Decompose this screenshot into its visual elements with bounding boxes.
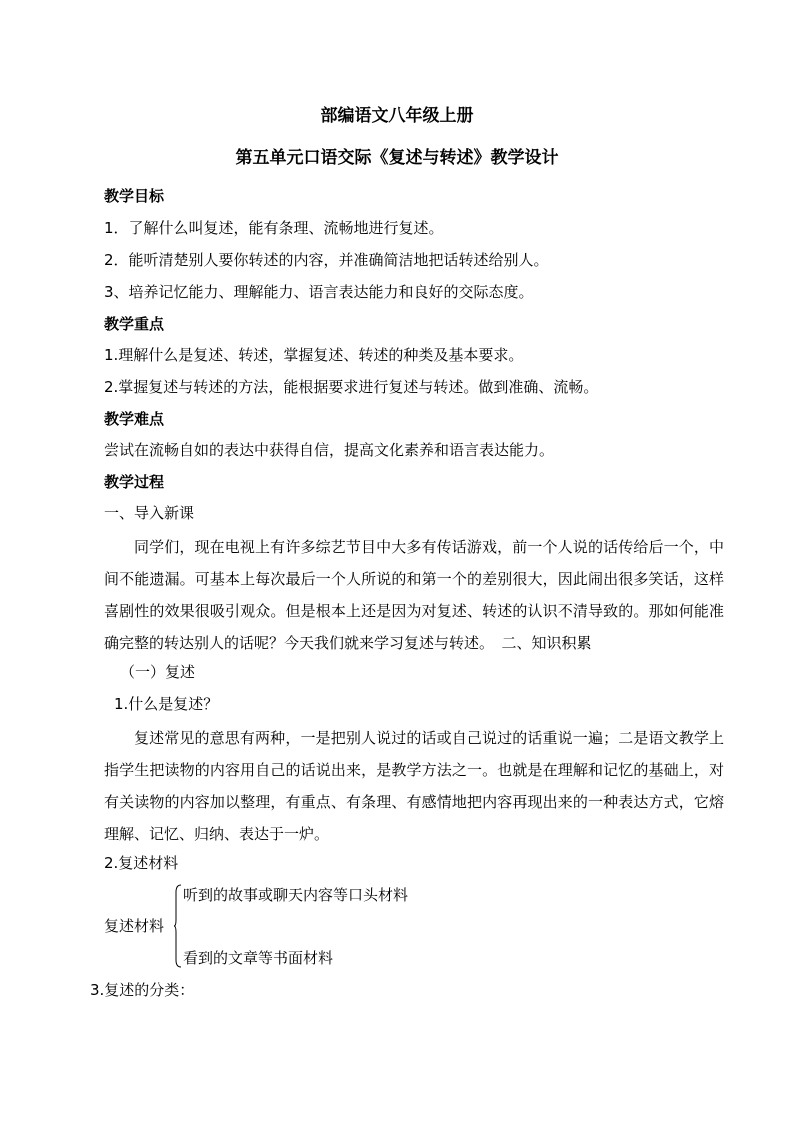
- materials-label: 复述材料: [104, 917, 165, 935]
- materials-heading: 2.复述材料: [104, 854, 179, 872]
- intro-paragraph: 同学们，现在电视上有许多综艺节目中大多有传话游戏，前一个人说的话传给后一个，中间不能遗漏。可基本上每次最后一个人所说的和第一个的差别很大，因此闹出很多笑话，这样喜剧性的效果很吸引观众。但是根本上还是因为对复述、转述的认识不清导致的。那如何能准确完整的转达别人的话呢？今天我们就来学习复述与转述。 二、知识积累: [104, 538, 724, 652]
- goal-item-1: 1．了解什么叫复述，能有条理、流畅地进行复述。: [104, 219, 444, 237]
- keypoint-item-1: 1.理解什么是复述、转述，掌握复述、转述的种类及基本要求。: [104, 346, 524, 364]
- left-brace: [174, 884, 182, 968]
- goals-heading: 教学目标: [104, 187, 165, 205]
- section-retelling: （一）复述: [120, 663, 196, 681]
- step-intro: 一、导入新课: [104, 504, 195, 522]
- question-what-is-retelling: 1.什么是复述？: [114, 695, 219, 713]
- goal-item-3: 3、培养记忆能力、理解能力、语言表达能力和良好的交际态度。: [104, 283, 534, 301]
- difficulty-heading: 教学难点: [104, 410, 165, 428]
- goal-item-2: 2．能听清楚别人要你转述的内容，并准确简洁地把话转述给别人。: [104, 251, 549, 269]
- difficulty-text: 尝试在流畅自如的表达中获得自信，提高文化素养和语言表达能力。: [104, 441, 555, 459]
- material-written: 看到的文章等书面材料: [183, 949, 334, 967]
- classification-heading: 3.复述的分类：: [90, 981, 195, 999]
- keypoint-item-2: 2.掌握复述与转述的方法，能根据要求进行复述与转述。做到准确、流畅。: [104, 378, 599, 396]
- doc-subtitle: 第五单元口语交际《复述与转述》教学设计: [235, 148, 559, 168]
- process-heading: 教学过程: [104, 473, 165, 491]
- material-oral: 听到的故事或聊天内容等口头材料: [183, 886, 409, 904]
- keypoints-heading: 教学重点: [104, 315, 165, 333]
- definition-paragraph: 复述常见的意思有两种，一是把别人说过的话或自己说过的话重说一遍；二是语文教学上指学生把读物的内容用自己的话说出来，是教学方法之一。也就是在理解和记忆的基础上，对有关读物的内容加以整理，有重点、有条理、有感情地把内容再现出来的一种表达方式，它熔理解、记忆、归纳、表达于一炉。: [104, 729, 724, 843]
- doc-title: 部编语文八年级上册: [320, 106, 474, 126]
